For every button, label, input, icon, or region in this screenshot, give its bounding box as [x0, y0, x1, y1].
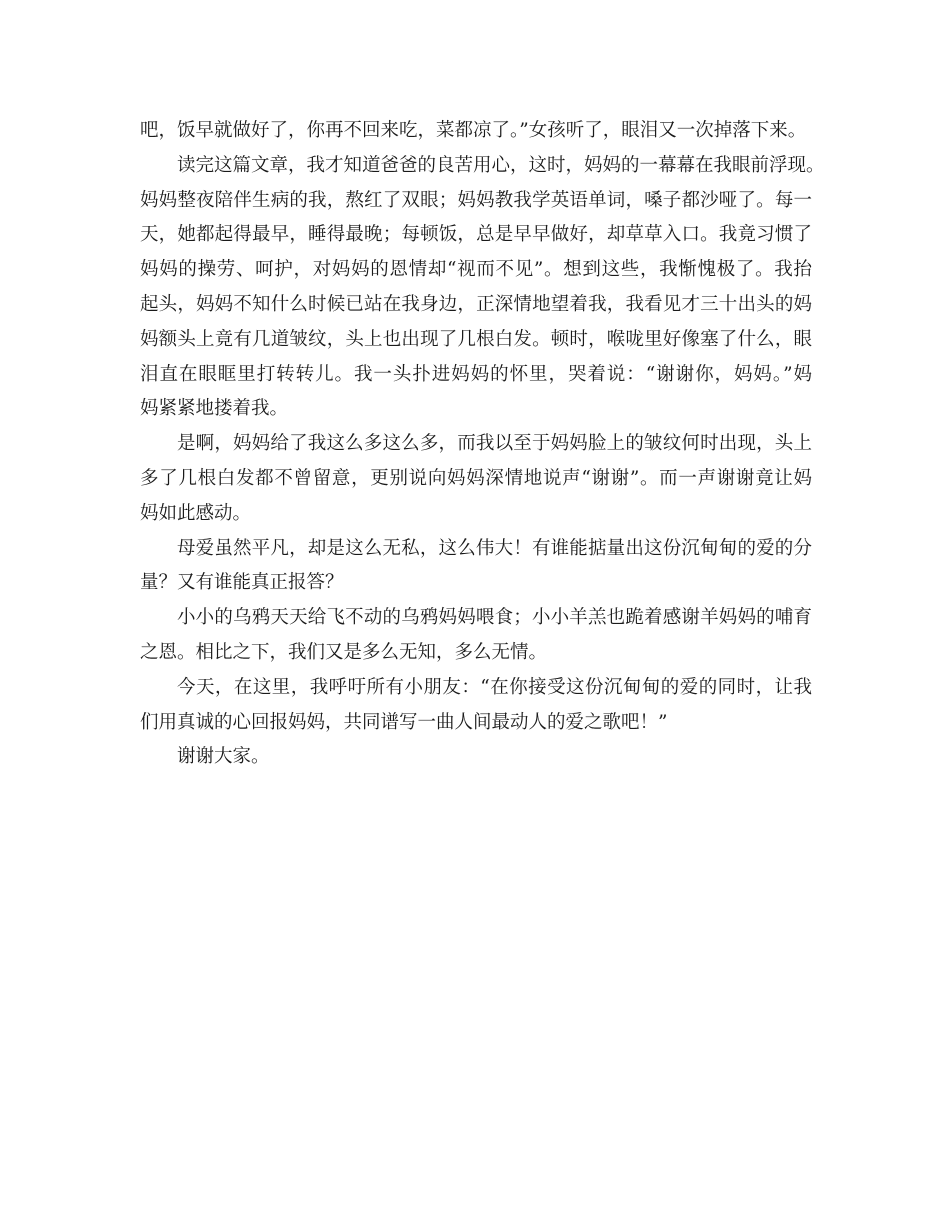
text-line: 起头，妈妈不知什么时候已站在我身边，正深情地望着我，我看见才三十出头的妈	[140, 293, 812, 315]
paragraph	[140, 671, 812, 741]
paragraph	[140, 427, 812, 531]
text-line: 吧，饭早就做好了，你再不回来吃，菜都凉了。”女孩听了，眼泪又一次掉落下来。	[140, 120, 807, 141]
text-line: 多了几根白发都不曾留意，更别说向妈妈深情地说声“谢谢”。而一声谢谢竟让妈	[140, 467, 812, 489]
paragraph	[140, 740, 812, 775]
paragraph	[140, 114, 812, 149]
text-line: 之恩。相比之下，我们又是多么无知，多么无情。	[140, 641, 548, 663]
document-body	[140, 114, 825, 775]
text-line: 天，她都起得最早，睡得最晚；每顿饭，总是早早做好，却草草入口。我竟习惯了	[140, 224, 812, 246]
text-line: 妈妈的操劳、呵护，对妈妈的恩情却“视而不见”。想到这些，我惭愧极了。我抬	[140, 259, 812, 281]
paragraph	[140, 532, 812, 602]
text-line: 量？又有谁能真正报答？	[140, 572, 344, 594]
text-line: 母爱虽然平凡，却是这么无私，这么伟大！有谁能掂量出这份沉甸甸的爱的分	[177, 537, 812, 559]
text-line: 妈额头上竟有几道皱纹，头上也出现了几根白发。顿时，喉咙里好像塞了什么，眼	[140, 328, 812, 350]
text-line: 谢谢大家。	[177, 746, 270, 768]
text-line: 妈妈整夜陪伴生病的我，熬红了双眼；妈妈教我学英语单词，嗓子都沙哑了。每一	[140, 189, 812, 211]
text-line: 是啊，妈妈给了我这么多这么多，而我以至于妈妈脸上的皱纹何时出现，头上	[177, 433, 812, 455]
paragraph	[140, 149, 825, 427]
text-line: 泪直在眼眶里打转转儿。我一头扑进妈妈的怀里，哭着说：“谢谢你，妈妈。”妈	[140, 363, 812, 385]
text-line: 读完这篇文章，我才知道爸爸的良苦用心，这时，妈妈的一幕幕在我眼前浮现。	[177, 154, 825, 176]
paragraph	[140, 601, 812, 671]
text-line: 们用真诚的心回报妈妈，共同谱写一曲人间最动人的爱之歌吧！”	[140, 711, 668, 733]
text-line: 妈如此感动。	[140, 502, 252, 524]
text-line: 小小的乌鸦天天给飞不动的乌鸦妈妈喂食；小小羊羔也跪着感谢羊妈妈的哺育	[177, 607, 812, 629]
text-line: 今天，在这里，我呼吁所有小朋友：“在你接受这份沉甸甸的爱的同时，让我	[177, 676, 812, 698]
text-line: 妈紧紧地搂着我。	[140, 398, 289, 420]
